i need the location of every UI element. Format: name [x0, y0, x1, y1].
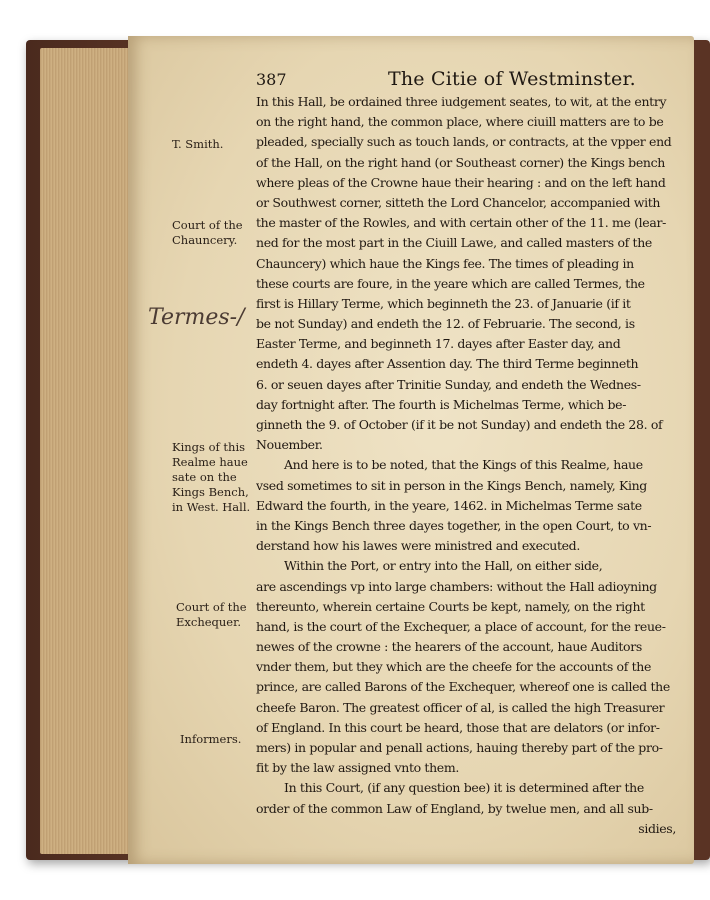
text-line: ned for the most part in the Ciuill Lawe, and called masters of the: [256, 235, 652, 251]
margin-note-kings-bench: Kings of this Realme haue sate on the Kings Bench, in West. Hall.: [172, 440, 251, 514]
text-line: newes of the crowne : the hearers of the account, haue Auditors: [256, 639, 642, 655]
text-line: of England. In this court be heard, those that are delators (or infor-: [256, 719, 660, 735]
text-line: prince, are called Barons of the Exchequer, whereof one is called the: [256, 679, 670, 695]
text-line: thereunto, wherein certaine Courts be kept, namely, on the right: [256, 598, 645, 614]
text-line: 6. or seuen dayes after Trinitie Sunday, and endeth the Wednes-: [256, 376, 641, 392]
text-line: these courts are foure, in the yeare which are called Termes, the: [256, 275, 645, 291]
page-edges: [40, 48, 132, 854]
text-line: day fortnight after. The fourth is Michelmas Terme, which be-: [256, 396, 627, 412]
text-line: endeth 4. dayes after Assention day. The third Terme beginneth: [256, 356, 639, 372]
margin-note-exchequer: Court of the Exchequer.: [176, 600, 247, 629]
running-title: The Citie of Westminster.: [388, 68, 636, 90]
text-line: hand, is the court of the Exchequer, a place of account, for the reue-: [256, 618, 666, 634]
text-line: Nouember.: [256, 437, 323, 453]
margin-note-informers: Informers.: [180, 732, 242, 746]
page-number: 387: [256, 70, 287, 89]
text-line: in the Kings Bench three dayes together, in the open Court, to vn-: [256, 517, 652, 533]
text-line: Within the Port, or entry into the Hall, on either side,: [284, 558, 603, 574]
text-line: mers) in popular and penall actions, hauing thereby part of the pro-: [256, 740, 663, 755]
text-line: on the right hand, the common place, where ciuill matters are to be: [256, 114, 664, 130]
text-line: or Southwest corner, sitteth the Lord Chancelor, accompanied with: [256, 194, 661, 210]
text-line: where pleas of the Crowne haue their hearing : and on the left hand: [256, 174, 666, 190]
text-line: first is Hillary Terme, which beginneth the 23. of Januarie (if it: [256, 295, 631, 311]
text-line: the master of the Rowles, and with certain other of the 11. me (lear-: [256, 215, 666, 231]
text-line: pleaded, specially such as touch lands, or contracts, at the vpper end: [256, 134, 672, 150]
text-line: cheefe Baron. The greatest officer of al, is called the high Treasurer: [256, 699, 665, 715]
text-line: be not Sunday) and endeth the 12. of Februarie. The second, is: [256, 316, 635, 332]
body-text: [256, 92, 684, 839]
margin-note-smith: T. Smith.: [172, 137, 224, 151]
text-line: order of the common Law of England, by twelue men, and all sub-: [256, 800, 653, 816]
text-line: of the Hall, on the right hand (or Southeast corner) the Kings bench: [256, 154, 665, 170]
text-line: Easter Terme, and beginneth 17. dayes after Easter day, and: [256, 336, 621, 352]
text-line: Edward the fourth, in the yeare, 1462. in Michelmas Terme sate: [256, 497, 642, 513]
text-line: vsed sometimes to sit in person in the Kings Bench, namely, King: [256, 477, 647, 493]
text-line: Chauncery) which haue the Kings fee. The times of pleading in: [256, 255, 634, 271]
text-line: sidies,: [638, 820, 676, 836]
margin-note-chauncery: Court of the Chauncery.: [172, 218, 243, 247]
text-line: In this Hall, be ordained three iudgement seates, to wit, at the entry: [256, 94, 667, 109]
text-line: derstand how his lawes were ministred and executed.: [256, 538, 580, 554]
text-line: In this Court, (if any question bee) it is determined after the: [284, 780, 644, 796]
handwritten-note: Termes-/: [148, 305, 245, 330]
text-line: ginneth the 9. of October (if it be not Sunday) and endeth the 28. of: [256, 417, 663, 432]
text-line: are ascendings vp into large chambers: without the Hall adioyning: [256, 578, 657, 594]
text-line: And here is to be noted, that the Kings of this Realme, haue: [284, 457, 643, 473]
text-line: fit by the law assigned vnto them.: [256, 760, 459, 776]
text-line: vnder them, but they which are the cheefe for the accounts of the: [256, 659, 652, 675]
